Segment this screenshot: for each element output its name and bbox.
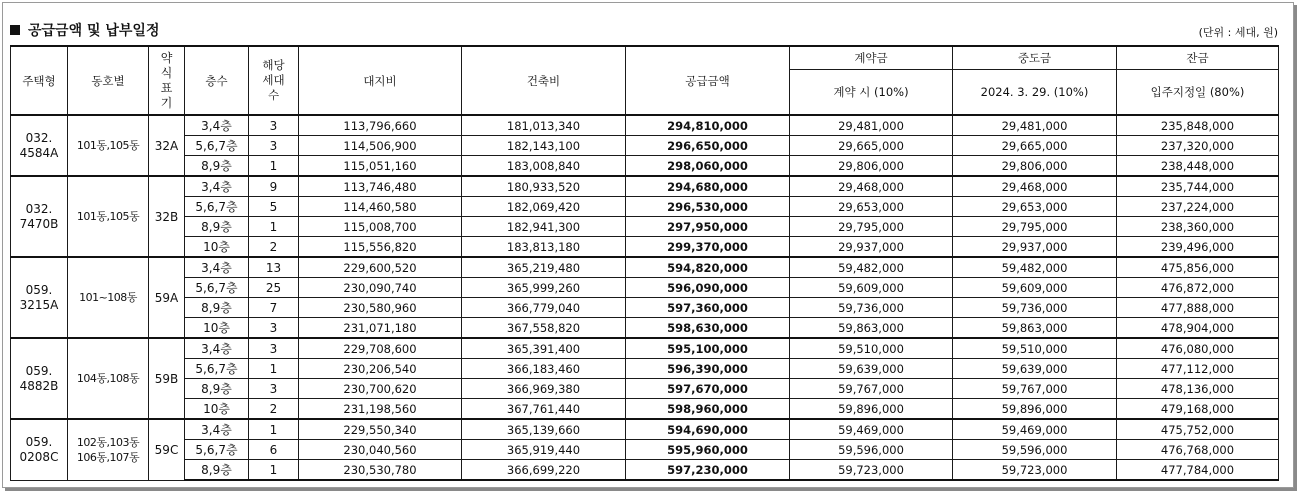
cell-supply: 596,090,000 [626,278,790,298]
table-row [11,156,1279,177]
cell-land: 229,600,520 [299,257,462,278]
cell-units: 7 [249,298,299,318]
cell-building: 182,941,300 [462,217,626,237]
cell-units: 1 [249,217,299,237]
cell-deposit: 59,482,000 [790,257,953,278]
table-row [11,440,1279,460]
cell-building: 365,139,660 [462,419,626,440]
cell-middle: 59,609,000 [953,278,1117,298]
header-middle-sub: 2024. 3. 29. (10%) [953,69,1117,115]
cell-middle: 29,665,000 [953,136,1117,156]
header-building: 건축비 [462,46,626,115]
cell-balance: 475,856,000 [1117,257,1279,278]
cell-middle: 29,653,000 [953,197,1117,217]
cell-land: 230,040,560 [299,440,462,460]
cell-land: 230,530,780 [299,460,462,481]
cell-units: 1 [249,156,299,177]
cell-floor: 8,9층 [185,298,249,318]
cell-middle: 59,469,000 [953,419,1117,440]
cell-supply: 596,390,000 [626,359,790,379]
table-header [11,46,1279,115]
cell-type: 032. 7470B [11,176,68,257]
cell-supply: 597,670,000 [626,379,790,399]
cell-floor: 5,6,7층 [185,440,249,460]
cell-supply: 597,230,000 [626,460,790,481]
cell-land: 114,506,900 [299,136,462,156]
cell-deposit: 59,723,000 [790,460,953,481]
cell-supply: 297,950,000 [626,217,790,237]
cell-units: 13 [249,257,299,278]
header-dong: 동호별 [68,46,149,115]
cell-middle: 59,482,000 [953,257,1117,278]
cell-land: 229,550,340 [299,419,462,440]
header-units: 해당 세대 수 [249,46,299,115]
price-table [10,45,1279,481]
cell-supply: 595,100,000 [626,338,790,359]
cell-floor: 5,6,7층 [185,197,249,217]
table-row [11,237,1279,258]
cell-balance: 235,848,000 [1117,115,1279,136]
cell-land: 115,051,160 [299,156,462,177]
cell-supply: 597,360,000 [626,298,790,318]
cell-building: 365,919,440 [462,440,626,460]
cell-dong: 104동,108동 [68,338,149,419]
cell-balance: 235,744,000 [1117,176,1279,197]
cell-middle: 59,639,000 [953,359,1117,379]
cell-deposit: 59,767,000 [790,379,953,399]
cell-units: 3 [249,115,299,136]
cell-supply: 595,960,000 [626,440,790,460]
cell-land: 230,206,540 [299,359,462,379]
cell-units: 2 [249,399,299,420]
cell-deposit: 59,736,000 [790,298,953,318]
cell-land: 230,090,740 [299,278,462,298]
cell-units: 3 [249,318,299,339]
cell-deposit: 59,896,000 [790,399,953,420]
cell-building: 182,069,420 [462,197,626,217]
cell-supply: 299,370,000 [626,237,790,258]
cell-balance: 239,496,000 [1117,237,1279,258]
header-middle: 중도금 [953,46,1117,69]
table-row [11,460,1279,481]
cell-balance: 476,080,000 [1117,338,1279,359]
cell-middle: 59,896,000 [953,399,1117,420]
cell-land: 230,700,620 [299,379,462,399]
cell-deposit: 59,469,000 [790,419,953,440]
cell-balance: 479,168,000 [1117,399,1279,420]
cell-balance: 237,224,000 [1117,197,1279,217]
cell-land: 230,580,960 [299,298,462,318]
page-title [10,20,159,40]
cell-units: 1 [249,359,299,379]
table-row [11,298,1279,318]
cell-land: 115,008,700 [299,217,462,237]
cell-building: 366,969,380 [462,379,626,399]
table-row [11,257,1279,278]
cell-land: 231,198,560 [299,399,462,420]
cell-middle: 59,863,000 [953,318,1117,339]
cell-building: 367,558,820 [462,318,626,339]
cell-middle: 59,736,000 [953,298,1117,318]
cell-building: 366,779,040 [462,298,626,318]
cell-middle: 59,767,000 [953,379,1117,399]
header-balance-sub: 입주지정일 (80%) [1117,69,1279,115]
header-abbr: 약 식 표 기 [149,46,185,115]
table-row [11,318,1279,339]
table-row [11,338,1279,359]
cell-middle: 29,468,000 [953,176,1117,197]
cell-middle: 59,723,000 [953,460,1117,481]
table-body [11,115,1279,480]
cell-dong: 101~108동 [68,257,149,338]
cell-type: 059. 4882B [11,338,68,419]
header-floor: 층수 [185,46,249,115]
cell-balance: 477,888,000 [1117,298,1279,318]
cell-floor: 3,4층 [185,419,249,440]
cell-abbr: 59A [149,257,185,338]
cell-floor: 5,6,7층 [185,278,249,298]
cell-abbr: 32B [149,176,185,257]
cell-building: 183,008,840 [462,156,626,177]
cell-abbr: 59C [149,419,185,480]
cell-supply: 594,690,000 [626,419,790,440]
cell-middle: 59,596,000 [953,440,1117,460]
cell-building: 182,143,100 [462,136,626,156]
cell-land: 229,708,600 [299,338,462,359]
cell-dong: 101동,105동 [68,176,149,257]
cell-units: 6 [249,440,299,460]
cell-middle: 29,795,000 [953,217,1117,237]
cell-supply: 598,960,000 [626,399,790,420]
cell-units: 25 [249,278,299,298]
cell-balance: 478,136,000 [1117,379,1279,399]
cell-balance: 237,320,000 [1117,136,1279,156]
cell-building: 183,813,180 [462,237,626,258]
unit-note: (단위 : 세대, 원) [1198,26,1278,39]
cell-deposit: 29,806,000 [790,156,953,177]
table-row [11,176,1279,197]
cell-floor: 5,6,7층 [185,136,249,156]
cell-type: 059. 0208C [11,419,68,480]
cell-supply: 594,820,000 [626,257,790,278]
cell-balance: 476,872,000 [1117,278,1279,298]
cell-middle: 29,937,000 [953,237,1117,258]
header-deposit-sub: 계약 시 (10%) [790,69,953,115]
cell-deposit: 59,863,000 [790,318,953,339]
table-row [11,379,1279,399]
cell-type: 032. 4584A [11,115,68,176]
cell-building: 181,013,340 [462,115,626,136]
table-row [11,399,1279,420]
cell-abbr: 59B [149,338,185,419]
cell-floor: 10층 [185,318,249,339]
cell-supply: 598,630,000 [626,318,790,339]
cell-supply: 294,810,000 [626,115,790,136]
cell-building: 366,183,460 [462,359,626,379]
header-balance: 잔금 [1117,46,1279,69]
header-deposit: 계약금 [790,46,953,69]
cell-land: 114,460,580 [299,197,462,217]
cell-floor: 5,6,7층 [185,359,249,379]
cell-building: 365,219,480 [462,257,626,278]
cell-land: 113,796,660 [299,115,462,136]
header-type: 주택형 [11,46,68,115]
cell-deposit: 29,795,000 [790,217,953,237]
cell-balance: 238,360,000 [1117,217,1279,237]
cell-balance: 476,768,000 [1117,440,1279,460]
cell-building: 366,699,220 [462,460,626,481]
cell-deposit: 29,468,000 [790,176,953,197]
table-row [11,419,1279,440]
cell-deposit: 29,481,000 [790,115,953,136]
cell-units: 9 [249,176,299,197]
page-title-text: 공급금액 및 납부일정 [28,23,160,39]
cell-dong: 102동,103동 106동,107동 [68,419,149,480]
cell-deposit: 59,596,000 [790,440,953,460]
table-row [11,136,1279,156]
table-row [11,278,1279,298]
table-row [11,359,1279,379]
cell-floor: 8,9층 [185,217,249,237]
cell-building: 180,933,520 [462,176,626,197]
title-row [10,20,1280,42]
cell-units: 1 [249,419,299,440]
cell-supply: 298,060,000 [626,156,790,177]
cell-land: 231,071,180 [299,318,462,339]
cell-balance: 477,784,000 [1117,460,1279,481]
header-land: 대지비 [299,46,462,115]
table-row [11,197,1279,217]
table-row [11,115,1279,136]
cell-floor: 3,4층 [185,115,249,136]
cell-floor: 8,9층 [185,460,249,481]
cell-units: 2 [249,237,299,258]
cell-floor: 8,9층 [185,379,249,399]
cell-deposit: 29,665,000 [790,136,953,156]
cell-deposit: 59,609,000 [790,278,953,298]
cell-building: 365,391,400 [462,338,626,359]
cell-deposit: 29,937,000 [790,237,953,258]
cell-middle: 29,806,000 [953,156,1117,177]
cell-floor: 3,4층 [185,257,249,278]
cell-abbr: 32A [149,115,185,176]
cell-balance: 478,904,000 [1117,318,1279,339]
cell-land: 113,746,480 [299,176,462,197]
cell-floor: 10층 [185,237,249,258]
cell-deposit: 59,639,000 [790,359,953,379]
cell-floor: 8,9층 [185,156,249,177]
cell-middle: 59,510,000 [953,338,1117,359]
cell-deposit: 29,653,000 [790,197,953,217]
cell-units: 1 [249,460,299,481]
cell-floor: 3,4층 [185,176,249,197]
cell-floor: 3,4층 [185,338,249,359]
cell-balance: 475,752,000 [1117,419,1279,440]
cell-dong: 101동,105동 [68,115,149,176]
cell-deposit: 59,510,000 [790,338,953,359]
cell-units: 3 [249,136,299,156]
cell-land: 115,556,820 [299,237,462,258]
cell-units: 3 [249,379,299,399]
cell-floor: 10층 [185,399,249,420]
cell-building: 367,761,440 [462,399,626,420]
cell-type: 059. 3215A [11,257,68,338]
cell-units: 5 [249,197,299,217]
cell-balance: 477,112,000 [1117,359,1279,379]
cell-balance: 238,448,000 [1117,156,1279,177]
header-supply: 공급금액 [626,46,790,115]
square-bullet-icon [10,25,20,35]
cell-units: 3 [249,338,299,359]
cell-middle: 29,481,000 [953,115,1117,136]
cell-supply: 294,680,000 [626,176,790,197]
cell-supply: 296,650,000 [626,136,790,156]
cell-building: 365,999,260 [462,278,626,298]
table-row [11,217,1279,237]
cell-supply: 296,530,000 [626,197,790,217]
